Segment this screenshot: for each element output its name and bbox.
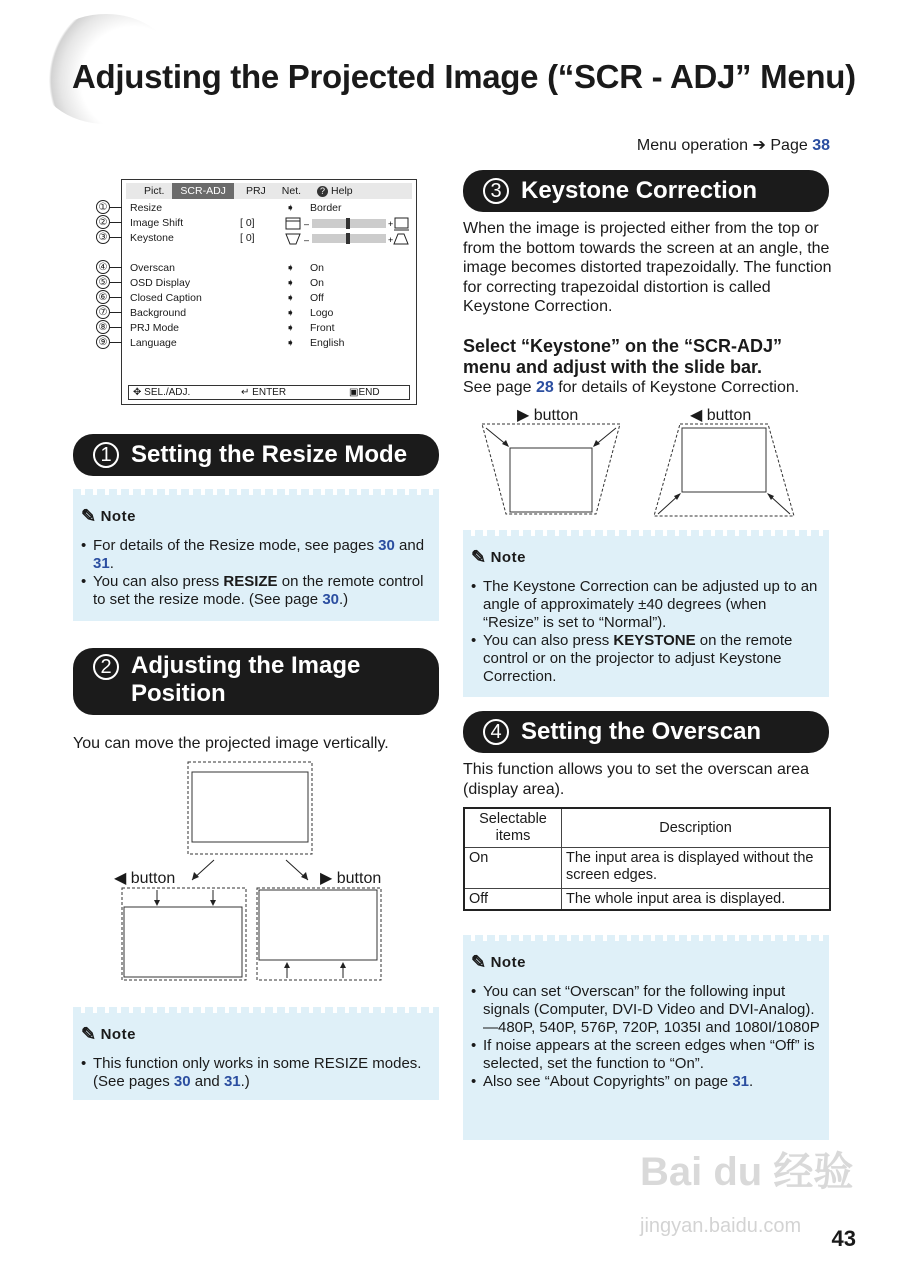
pencil-icon: ✎ [471, 952, 487, 972]
note-item: • You can also press KEYSTONE on the remote control or on the projector to adjust Keystone Correction. [471, 632, 821, 686]
closed-caption-value: Off [310, 292, 324, 304]
menu-row-osd-display[interactable]: OSD Display [130, 277, 191, 289]
arrow-right-icon: ➧ [286, 277, 295, 289]
menu-operation-ref: Menu operation ➔ Page 38 [636, 137, 830, 154]
page-link[interactable]: 30 [378, 537, 395, 554]
callout-1: ① [96, 200, 122, 214]
tab-pict[interactable]: Pict. [144, 185, 165, 197]
arrow-right-icon: ➧ [286, 262, 295, 274]
note-item: • This function only works in some RESIZE modes. (See pages 30 and 31.) [81, 1055, 431, 1091]
page-link[interactable]: 28 [535, 379, 554, 396]
resize-value: Border [310, 202, 342, 214]
tab-prj[interactable]: PRJ [245, 185, 266, 197]
menu-row-resize[interactable]: Resize [130, 202, 163, 214]
menu-row-closed-caption[interactable]: Closed Caption [130, 292, 202, 304]
table-cell: The whole input area is displayed. [562, 889, 831, 911]
pencil-icon: ✎ [81, 506, 97, 526]
table-row [464, 848, 830, 889]
note-item: • Also see “About Copyrights” on page 31. [471, 1073, 821, 1091]
page-link[interactable]: 31 [93, 555, 110, 572]
note-heading: ✎ Note [471, 547, 526, 567]
left-button-label: ◀ button [690, 407, 752, 424]
tab-scr-adj[interactable]: SCR-ADJ [172, 183, 234, 199]
help-icon: ? [317, 186, 328, 197]
menu-row-prj-mode[interactable]: PRJ Mode [130, 322, 180, 334]
note-heading: ✎ Note [471, 952, 526, 972]
page-link[interactable]: 31 [732, 1073, 749, 1090]
end-hint: ▣END [349, 387, 380, 398]
overscan-value: On [310, 262, 325, 274]
callout-4: ④ [96, 260, 122, 274]
slide-bars[interactable] [282, 216, 412, 248]
table-header-row [464, 808, 830, 848]
col-header: Selectable items [464, 808, 562, 848]
arrow-right-icon: ➧ [286, 322, 295, 334]
page-link[interactable]: 30 [173, 1073, 191, 1090]
section-3-heading: 3 Keystone Correction [463, 170, 829, 212]
callout-6: ⑥ [96, 290, 122, 304]
section-2-note [73, 1012, 439, 1100]
callout-9: ⑨ [96, 335, 122, 349]
menu-row-background[interactable]: Background [130, 307, 187, 319]
note-heading: ✎ Note [81, 506, 136, 526]
menu-row-overscan[interactable]: Overscan [130, 262, 175, 274]
svg-text:+: + [388, 235, 394, 245]
menu-footer [128, 385, 410, 400]
watermark-logo: Bai du 经验 [640, 1150, 854, 1194]
page-link[interactable]: 30 [322, 591, 339, 608]
menu-row-image-shift[interactable]: Image Shift [130, 217, 184, 229]
image-shift-value: [ 0] [240, 217, 255, 229]
note-item: • You can set “Overscan” for the following input signals (Computer, DVI-D Video and DVI-Analog). [471, 983, 821, 1019]
arrow-right-icon: ➧ [286, 307, 295, 319]
svg-text:–: – [304, 235, 310, 245]
enter-hint: ↵ ENTER [241, 387, 287, 398]
table-cell: On [464, 848, 562, 889]
scr-adj-menu-screen [121, 179, 417, 405]
note-item: • The Keystone Correction can be adjusted up to an angle of approximately ±40 degrees (when “Resize” is set to “Normal”). [471, 578, 821, 632]
keystone-value: [ 0] [240, 232, 255, 244]
left-button-label: ◀ button [114, 870, 176, 887]
page-link[interactable]: 31 [223, 1073, 241, 1090]
svg-text:+: + [388, 219, 394, 229]
page-number: 43 [831, 1226, 856, 1251]
table-cell: Off [464, 889, 562, 911]
section-2-heading: 2 Adjusting the Image Position [73, 648, 439, 715]
svg-text:–: – [304, 219, 310, 229]
tab-help[interactable]: ? Help [309, 183, 361, 199]
arrow-right-icon: ➧ [286, 337, 295, 349]
table-cell: The input area is displayed without the screen edges. [562, 848, 831, 889]
arrow-right-icon: ➧ [286, 202, 295, 214]
callout-2: ② [96, 215, 122, 229]
note-heading: ✎ Note [81, 1024, 136, 1044]
watermark-url: jingyan.baidu.com [640, 1215, 802, 1237]
col-header: Description [562, 808, 831, 848]
section-4-heading: 4 Setting the Overscan [463, 711, 829, 753]
tab-net[interactable]: Net. [281, 185, 302, 197]
prj-mode-value: Front [310, 322, 335, 334]
menu-tabs [126, 183, 412, 199]
callout-8: ⑧ [96, 320, 122, 334]
table-row [464, 889, 830, 911]
callout-7: ⑦ [96, 305, 122, 319]
keystone-diagram [478, 422, 808, 522]
menu-row-language[interactable]: Language [130, 337, 177, 349]
section-3-note [463, 535, 829, 697]
section-4-body: This function allows you to set the overscan area (display area). [463, 761, 809, 798]
callout-3: ③ [96, 230, 122, 244]
language-value: English [310, 337, 345, 349]
page-link[interactable]: 38 [812, 137, 830, 154]
pencil-icon: ✎ [471, 547, 487, 567]
callout-5: ⑤ [96, 275, 122, 289]
section-3-see: See page 28 for details of Keystone Correction. [463, 379, 800, 396]
overscan-table [463, 807, 831, 911]
menu-row-keystone[interactable]: Keystone [130, 232, 174, 244]
section-1-note [73, 494, 439, 621]
osd-value: On [310, 277, 325, 289]
sel-adj-hint: ✥ SEL./ADJ. [133, 387, 191, 398]
pencil-icon: ✎ [81, 1024, 97, 1044]
arrow-right-icon: ➧ [286, 292, 295, 304]
page-title: Adjusting the Projected Image (“SCR - ADJ” Menu) [72, 58, 856, 95]
right-button-label: ▶ button [517, 407, 579, 424]
section-4-note [463, 940, 829, 1140]
section-1-heading: 1 Setting the Resize Mode [73, 434, 439, 476]
background-value: Logo [310, 307, 334, 319]
note-item: • For details of the Resize mode, see pages 30 and 31. [81, 537, 431, 573]
note-subitem: —480P, 540P, 576P, 720P, 1035I and 1080I/1080P [483, 1019, 820, 1036]
note-item: • You can also press RESIZE on the remote control to set the resize mode. (See page 30.) [81, 573, 431, 609]
note-item: • If noise appears at the screen edges when “Off” is selected, set the function to “On”. [471, 1037, 821, 1073]
section-3-body: When the image is projected either from the top or from the bottom towards the screen at an angle, the image becomes distorted trapezoidally. The function for correcting trapezoidal distortion is called Keystone Correction. [463, 220, 832, 315]
section-3-subheading: Select “Keystone” on the “SCR-ADJ” menu and adjust with the slide bar. [463, 336, 783, 377]
right-button-label: ▶ button [320, 870, 382, 887]
section-2-body: You can move the projected image vertically. [73, 735, 389, 752]
